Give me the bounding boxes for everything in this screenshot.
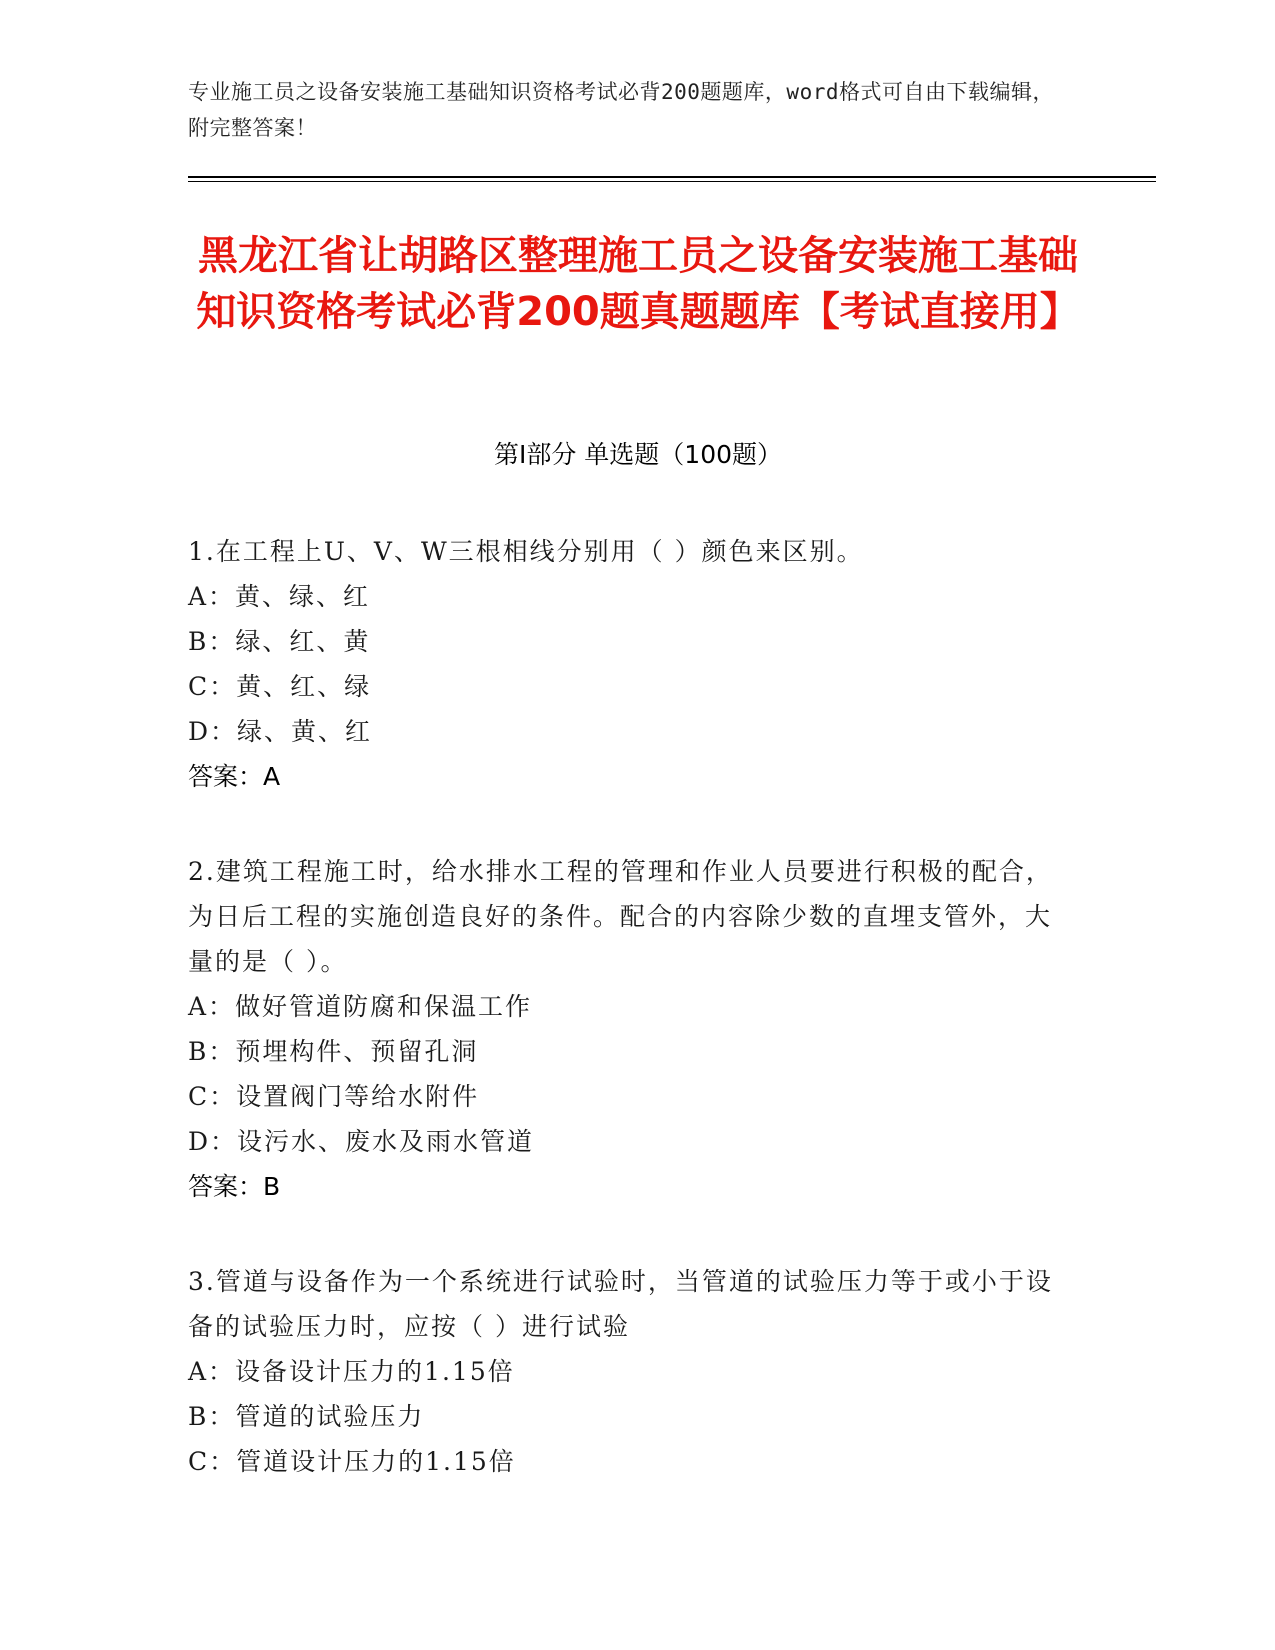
header-divider-thin [188, 181, 1156, 182]
question-1 [188, 529, 1058, 799]
option-a: A：做好管道防腐和保温工作 [188, 992, 533, 1021]
section-heading: 第I部分 单选题（100题） [493, 440, 783, 469]
document-title: 黑龙江省让胡路区整理施工员之设备安装施工基础知识资格考试必背200题真题题库【考试直接用】 [196, 233, 1080, 335]
question-2 [188, 849, 1058, 1209]
answer-line: 答案：A [188, 762, 281, 791]
option-b: B：预埋构件、预留孔洞 [188, 1037, 479, 1066]
option-c: C：管道设计压力的1.15倍 [188, 1447, 516, 1476]
option-b: B：管道的试验压力 [188, 1402, 425, 1431]
option-d: D：设污水、废水及雨水管道 [188, 1127, 535, 1156]
option-c: C：黄、红、绿 [188, 672, 372, 701]
header-divider-thick [188, 176, 1156, 178]
question-3 [188, 1259, 1058, 1484]
option-c: C：设置阀门等给水附件 [188, 1082, 480, 1111]
option-a: A：黄、绿、红 [188, 582, 371, 611]
option-a: A：设备设计压力的1.15倍 [188, 1357, 515, 1386]
question-stem: 2.建筑工程施工时，给水排水工程的管理和作业人员要进行积极的配合，为日后工程的实施创造良好的条件。配合的内容除少数的直埋支管外，大量的是（ ）。 [188, 857, 1053, 976]
option-d: D：绿、黄、红 [188, 717, 373, 746]
question-list [188, 529, 1058, 1534]
question-stem: 3.管道与设备作为一个系统进行试验时，当管道的试验压力等于或小于设备的试验压力时，应按（ ）进行试验 [188, 1267, 1053, 1341]
answer-line: 答案：B [188, 1172, 281, 1201]
option-b: B：绿、红、黄 [188, 627, 371, 656]
header-note: 专业施工员之设备安装施工基础知识资格考试必背200题题库，word格式可自由下载编辑，附完整答案！ [188, 80, 1054, 140]
question-stem: 1.在工程上U、V、W三根相线分别用（ ）颜色来区别。 [188, 537, 864, 566]
